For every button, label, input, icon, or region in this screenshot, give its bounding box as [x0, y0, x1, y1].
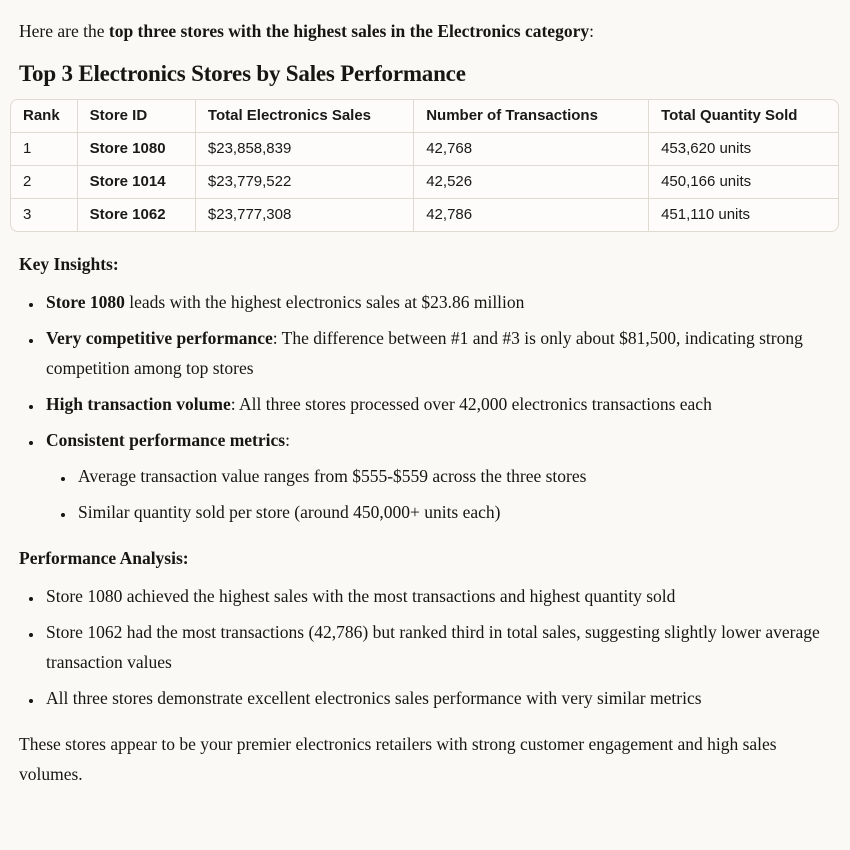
cell-rank: 3	[11, 199, 77, 232]
column-header-total-sales: Total Electronics Sales	[195, 100, 413, 133]
key-insights-sublist	[46, 461, 830, 527]
list-item: • Store 1062 had the most transactions (42,786) but ranked third in total sales, suggesting slightly lower average transaction values	[43, 617, 830, 677]
cell-transactions: 42,786	[414, 199, 649, 232]
cell-store-id: Store 1062	[77, 199, 195, 232]
column-header-store-id: Store ID	[77, 100, 195, 133]
list-item-text: leads with the highest electronics sales at $23.86 million	[124, 292, 525, 312]
list-item-bold: Very competitive performance	[46, 328, 273, 348]
list-item	[43, 287, 830, 317]
list-item-text: :	[285, 430, 290, 450]
key-insights-list	[19, 287, 830, 527]
intro-bold-text: top three stores with the highest sales in the Electronics category	[108, 21, 590, 41]
intro-prefix: Here are the	[19, 21, 109, 41]
column-header-transactions: Number of Transactions	[414, 100, 649, 133]
table-row	[11, 166, 838, 199]
intro-paragraph	[19, 16, 830, 46]
stores-table-container	[10, 99, 839, 232]
cell-sales: $23,858,839	[195, 133, 413, 166]
key-insights-heading: Key Insights:	[19, 254, 119, 274]
list-item-bold: Consistent performance metrics	[46, 430, 286, 450]
cell-sales: $23,777,308	[195, 199, 413, 232]
list-item: • Store 1080 achieved the highest sales with the most transactions and highest quantity sold	[43, 581, 830, 611]
column-header-quantity: Total Quantity Sold	[649, 100, 838, 133]
cell-quantity: 450,166 units	[649, 166, 838, 199]
performance-analysis-list	[19, 581, 830, 713]
list-item-text: : All three stores processed over 42,000 electronics transactions each	[230, 394, 712, 414]
cell-quantity: 451,110 units	[661, 206, 751, 223]
list-item: • All three stores demonstrate excellent electronics sales performance with very similar metrics	[43, 683, 830, 713]
cell-quantity: 453,620 units	[649, 133, 838, 166]
cell-store-id: Store 1014	[77, 166, 195, 199]
sub-list-item: • Average transaction value ranges from $555-$559 across the three stores	[75, 461, 830, 491]
cell-rank: 1	[11, 133, 77, 166]
cell-sales: $23,779,522	[195, 166, 413, 199]
list-item-bold: High transaction volume	[46, 394, 231, 414]
list-item	[43, 389, 830, 419]
page-title: Top 3 Electronics Stores by Sales Performance	[19, 61, 466, 86]
cell-transactions: 42,526	[414, 166, 649, 199]
table-header-row	[11, 100, 838, 133]
column-header-rank: Rank	[11, 100, 77, 133]
closing-paragraph: These stores appear to be your premier electronics retailers with strong customer engagement and high sales volumes.	[19, 734, 777, 784]
performance-analysis-heading: Performance Analysis:	[19, 548, 189, 568]
sub-list-item: • Similar quantity sold per store (around 450,000+ units each)	[75, 497, 830, 527]
list-item	[43, 323, 830, 383]
list-item	[43, 425, 830, 527]
cell-store-id: Store 1080	[77, 133, 195, 166]
cell-transactions: 42,768	[414, 133, 649, 166]
list-item-bold: Store 1080	[46, 292, 125, 312]
list-item-text: : The difference between #1 and #3 is only about $81,500, indicating strong competition among top stores	[46, 328, 803, 378]
table-row	[11, 199, 838, 232]
stores-table	[11, 100, 838, 231]
cell-rank: 2	[11, 166, 77, 199]
table-row	[11, 133, 838, 166]
intro-suffix: :	[589, 21, 594, 41]
